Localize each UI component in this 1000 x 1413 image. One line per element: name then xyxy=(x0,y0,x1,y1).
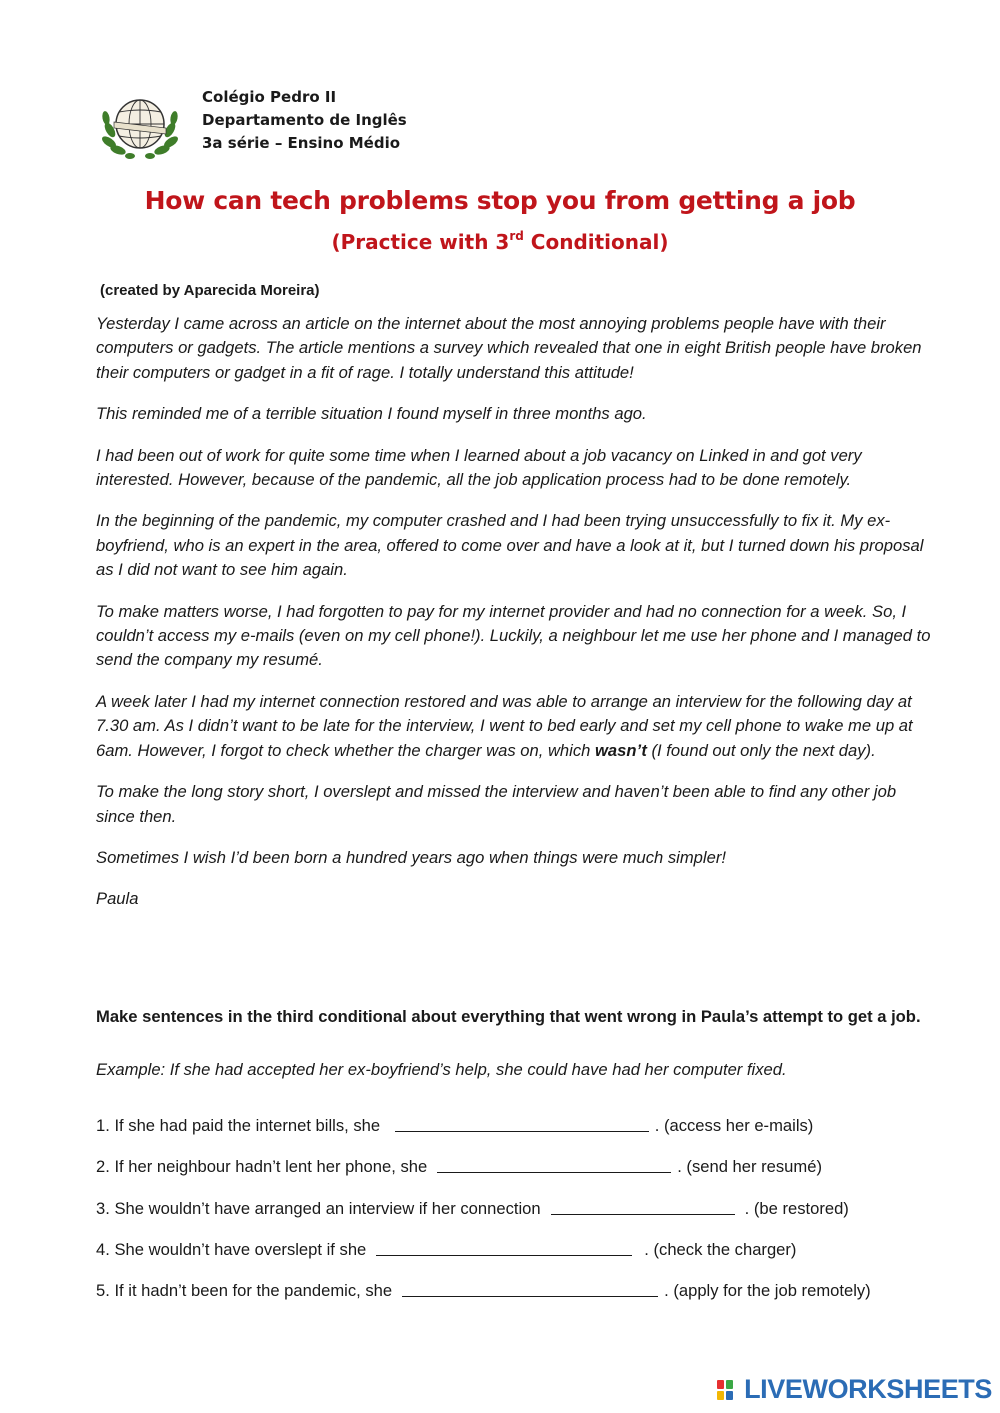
story-paragraph-7: To make the long story short, I overslept and missed the interview and haven’t been able to find any other job since then. xyxy=(96,782,897,826)
exercise-hint: . (apply for the job remotely) xyxy=(664,1281,871,1301)
story-paragraph-5: To make matters worse, I had forgotten to pay for my internet provider and had no connection for a week. So, I couldn’t access my e-mails (even on my cell phone!). Luckily, a neighbour let me use her phone and I managed to send the company my resumé. xyxy=(96,601,931,670)
exercise-list xyxy=(96,1116,946,1322)
worksheet-title: How can tech problems stop you from getting a job xyxy=(144,186,856,215)
subtitle-superscript: rd xyxy=(509,229,524,243)
exercise-hint: . (be restored) xyxy=(744,1198,849,1218)
story-signature: Paula xyxy=(96,889,139,909)
answer-blank[interactable] xyxy=(551,1199,735,1215)
school-header xyxy=(202,86,407,155)
story-paragraph-6-text: A week later I had my internet connection restored and was able to arrange an interview for the following day at 7.30 am. As I didn’t want to be late for the interview, I went to bed early and set my cell phone to wake me up at 6am. However, I forgot to check whether the charger was on, which xyxy=(96,691,913,760)
exercise-hint: . (access her e-mails) xyxy=(654,1116,814,1135)
brand-name: LIVEWORKSHEETS xyxy=(744,1374,992,1404)
exercise-prompt: 5. If it hadn’t been for the pandemic, she xyxy=(96,1281,393,1301)
exercise-hint: . (check the charger) xyxy=(644,1239,797,1259)
exercise-item xyxy=(96,1157,946,1198)
exercise-hint: . (send her resumé) xyxy=(677,1157,822,1177)
story-paragraph-6-end: (I found out only the next day). xyxy=(646,740,876,760)
task-example: Example: If she had accepted her ex-boyfriend’s help, she could have had her computer fixed. xyxy=(96,1060,787,1079)
story-paragraph-1: Yesterday I came across an article on the internet about the most annoying problems people have with their computers or gadgets. The article mentions a survey which revealed that one in eight British people have broken their computers or gadget in a fit of rage. I totally understand this attitude! xyxy=(96,314,922,382)
task-instruction: Make sentences in the third conditional about everything that went wrong in Paula’s attempt to get a job. xyxy=(96,1007,921,1026)
exercise-prompt: 4. She wouldn’t have overslept if she xyxy=(96,1239,367,1259)
answer-blank[interactable] xyxy=(437,1157,671,1173)
exercise-prompt: 1. If she had paid the internet bills, she xyxy=(96,1116,385,1135)
liveworksheets-logo-icon xyxy=(716,1379,742,1401)
exercise-prompt: 2. If her neighbour hadn’t lent her phone, she xyxy=(96,1157,428,1177)
subtitle-prefix: (Practice with 3 xyxy=(331,230,510,254)
story-paragraph-6 xyxy=(96,690,931,763)
story-paragraph-3: I had been out of work for quite some time when I learned about a job vacancy on Linked in and got very interested. However, because of the pandemic, all the job application process had to be done remotely. xyxy=(96,445,862,490)
answer-blank[interactable] xyxy=(395,1116,649,1132)
department-name: Departamento de Inglês xyxy=(202,111,407,129)
worksheet-subtitle xyxy=(0,229,1000,254)
story-paragraph-4: In the beginning of the pandemic, my computer crashed and I had been trying unsuccessfully to fix it. My ex-boyfriend, who is an expert in the area, offered to come over and have a look at it, but I turned down his proposal as I did not want to see him again. xyxy=(96,511,924,580)
exercise-item xyxy=(96,1199,946,1240)
answer-blank[interactable] xyxy=(402,1281,658,1297)
school-name: Colégio Pedro II xyxy=(202,88,337,106)
answer-blank[interactable] xyxy=(376,1240,632,1256)
exercise-prompt: 3. She wouldn’t have arranged an interview if her connection xyxy=(96,1198,541,1218)
exercise-item xyxy=(96,1281,946,1322)
liveworksheets-brand[interactable] xyxy=(716,1374,992,1405)
exercise-item xyxy=(96,1240,946,1281)
story-text xyxy=(96,312,931,929)
story-paragraph-8: Sometimes I wish I’d been born a hundred years ago when things were much simpler! xyxy=(96,847,726,867)
story-paragraph-2: This reminded me of a terrible situation I found myself in three months ago. xyxy=(96,404,647,424)
author-credit: (created by Aparecida Moreira) xyxy=(100,282,320,299)
grade-label: 3a série – Ensino Médio xyxy=(202,134,401,152)
story-emphasis: wasn’t xyxy=(594,740,647,760)
subtitle-suffix: Conditional) xyxy=(523,230,669,254)
exercise-item xyxy=(96,1116,946,1157)
school-logo xyxy=(100,92,180,160)
